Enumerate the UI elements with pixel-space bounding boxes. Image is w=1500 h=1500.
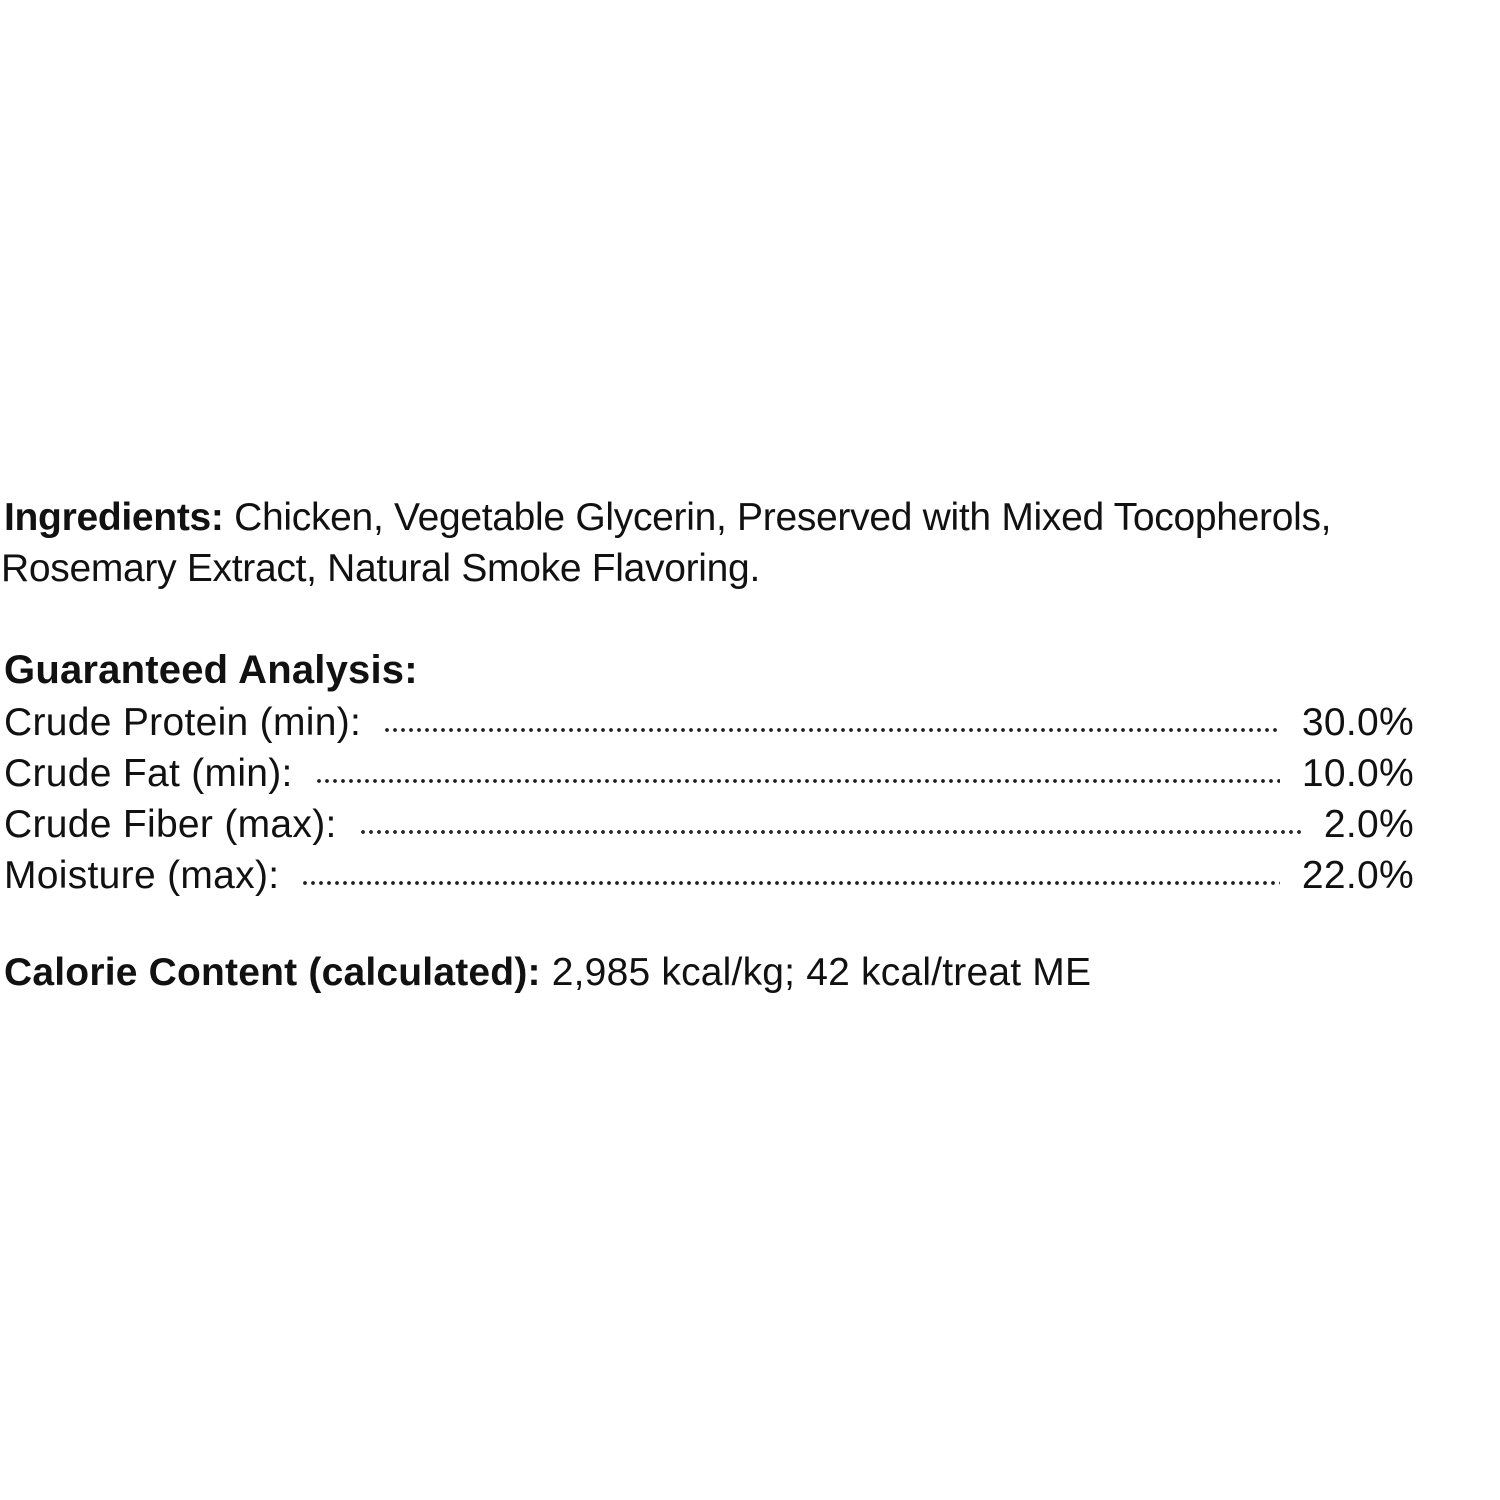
calorie-content-value: 2,985 kcal/kg; 42 kcal/treat ME bbox=[551, 951, 1092, 994]
ingredients-line-2 bbox=[1, 543, 1498, 594]
analysis-label: Moisture (max): bbox=[4, 854, 280, 897]
analysis-label: Crude Protein (min): bbox=[4, 701, 362, 744]
analysis-value: 22.0% bbox=[1301, 854, 1414, 897]
analysis-row-crude-fiber bbox=[4, 799, 1414, 850]
calorie-content-section bbox=[4, 946, 1091, 1000]
dot-leader bbox=[315, 778, 1280, 784]
dot-leader bbox=[301, 880, 1280, 886]
ingredients-line-1 bbox=[4, 492, 1498, 543]
analysis-value: 30.0% bbox=[1301, 701, 1414, 744]
analysis-value: 2.0% bbox=[1323, 803, 1414, 846]
analysis-value: 10.0% bbox=[1301, 752, 1414, 795]
analysis-row-crude-protein bbox=[4, 697, 1414, 748]
analysis-row-moisture bbox=[4, 850, 1414, 901]
ingredients-text-2: Rosemary Extract, Natural Smoke Flavoring. bbox=[1, 547, 760, 590]
analysis-row-crude-fat bbox=[4, 748, 1414, 799]
analysis-label: Crude Fat (min): bbox=[4, 752, 293, 795]
dot-leader bbox=[359, 829, 1302, 835]
ingredients-text-1: Chicken, Vegetable Glycerin, Preserved with Mixed Tocopherols, bbox=[234, 496, 1332, 539]
guaranteed-analysis-section bbox=[4, 643, 1414, 901]
guaranteed-analysis-heading: Guaranteed Analysis: bbox=[4, 648, 418, 692]
ingredients-section bbox=[1, 492, 1498, 594]
calorie-content-heading: Calorie Content (calculated): bbox=[4, 951, 541, 994]
analysis-label: Crude Fiber (max): bbox=[4, 803, 337, 846]
ingredients-heading: Ingredients: bbox=[4, 496, 224, 539]
dot-leader bbox=[383, 727, 1280, 733]
